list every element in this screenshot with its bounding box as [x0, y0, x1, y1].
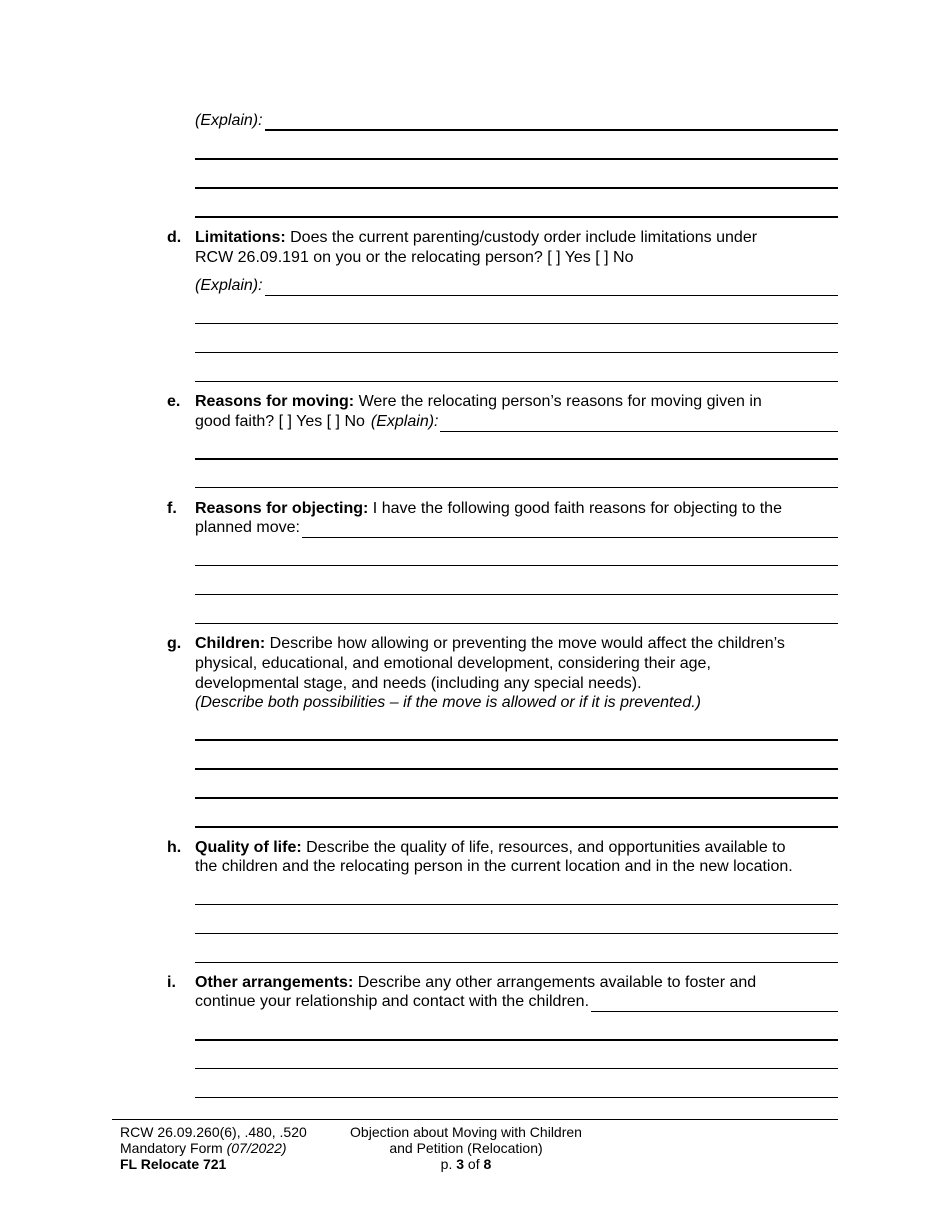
- limitations-line2: RCW 26.09.191 on you or the relocating person? [ ] Yes [ ] No: [195, 249, 634, 266]
- footer-rule: [112, 1119, 838, 1120]
- moving-heading: Reasons for moving:: [195, 393, 355, 410]
- footer-page: [336, 1156, 596, 1172]
- arrangements-text-1: Describe any other arrangements available to foster and: [353, 974, 757, 991]
- moving-text-2: good faith? [ ] Yes [ ] No: [195, 413, 365, 430]
- answer-line[interactable]: [195, 904, 838, 905]
- footer-left: [120, 1124, 307, 1172]
- answer-line[interactable]: [195, 739, 838, 741]
- item-letter-e: e.: [167, 393, 181, 410]
- explain-label: (Explain):: [370, 413, 439, 430]
- item-letter-d: d.: [167, 229, 182, 246]
- answer-line[interactable]: [195, 826, 838, 828]
- footer-mandatory-date: (07/2022): [226, 1140, 287, 1156]
- answer-line[interactable]: [195, 565, 838, 566]
- footer-page-num: 3: [456, 1156, 465, 1172]
- explain-label: (Explain):: [195, 112, 263, 129]
- answer-line[interactable]: [195, 623, 838, 624]
- children-text-1: Describe how allowing or preventing the move would affect the children’s: [265, 635, 785, 652]
- limitations-heading: Limitations:: [195, 229, 286, 246]
- item-letter-h: h.: [167, 839, 182, 856]
- answer-line[interactable]: [195, 768, 838, 770]
- answer-line[interactable]: [195, 323, 838, 324]
- footer-rcw: RCW 26.09.260(6), .480, .520: [120, 1124, 307, 1140]
- quality-line1: [195, 838, 786, 858]
- item-letter-f: f.: [167, 500, 177, 517]
- top-explain-field[interactable]: [265, 113, 838, 131]
- children-line3: developmental stage, and needs (including any special needs).: [195, 675, 642, 692]
- answer-line[interactable]: [195, 216, 838, 218]
- footer-title-line2: and Petition (Relocation): [389, 1140, 543, 1156]
- quality-line2: the children and the relocating person in the current location and in the new location.: [195, 858, 793, 875]
- top-explain-row: [195, 111, 838, 131]
- answer-line[interactable]: [195, 187, 838, 189]
- answer-line[interactable]: [195, 352, 838, 353]
- objecting-line2-row: [195, 518, 838, 538]
- answer-line[interactable]: [195, 381, 838, 382]
- answer-line[interactable]: [195, 962, 838, 963]
- moving-explain-field[interactable]: [440, 415, 838, 432]
- answer-line[interactable]: [195, 1039, 838, 1041]
- limitations-line1: [195, 228, 757, 248]
- arrangements-text-2: continue your relationship and contact with the children.: [195, 993, 590, 1010]
- limitations-explain-row: [195, 276, 838, 296]
- limitations-text-1: Does the current parenting/custody order include limitations under: [285, 229, 758, 246]
- children-line4: (Describe both possibilities – if the move is allowed or if it is prevented.): [195, 694, 701, 711]
- footer-page-prefix: p.: [440, 1156, 457, 1172]
- item-letter-i: i.: [167, 974, 176, 991]
- limitations-explain-field[interactable]: [265, 279, 838, 296]
- footer-page-of: of: [464, 1156, 484, 1172]
- answer-line[interactable]: [195, 594, 838, 595]
- moving-line1: [195, 392, 762, 412]
- explain-label: (Explain):: [195, 277, 263, 294]
- children-line1: [195, 634, 785, 654]
- arrangements-line2-row: [195, 992, 838, 1012]
- children-heading: Children:: [195, 635, 266, 652]
- objecting-field[interactable]: [302, 521, 838, 538]
- footer-form-id: FL Relocate 721: [120, 1156, 227, 1172]
- answer-line[interactable]: [195, 797, 838, 799]
- quality-text-1: Describe the quality of life, resources, and opportunities available to: [301, 839, 786, 856]
- objecting-heading: Reasons for objecting:: [195, 500, 369, 517]
- children-line2: physical, educational, and emotional development, considering their age,: [195, 655, 711, 672]
- objecting-text-1: I have the following good faith reasons for objecting to the: [368, 500, 782, 517]
- footer-mandatory-prefix: Mandatory Form: [120, 1140, 227, 1156]
- arrangements-line1: [195, 973, 756, 993]
- footer-title-line1: Objection about Moving with Children: [350, 1124, 582, 1140]
- footer-center: [336, 1124, 596, 1172]
- moving-line2-row: [195, 412, 838, 432]
- answer-line[interactable]: [195, 487, 838, 488]
- quality-heading: Quality of life:: [195, 839, 302, 856]
- answer-line[interactable]: [195, 933, 838, 934]
- arrangements-heading: Other arrangements:: [195, 974, 354, 991]
- objecting-line1: [195, 499, 782, 519]
- item-letter-g: g.: [167, 635, 182, 652]
- answer-line[interactable]: [195, 158, 838, 160]
- footer-page-total: 8: [483, 1156, 492, 1172]
- footer-mandatory: [120, 1140, 307, 1156]
- arrangements-field[interactable]: [591, 995, 838, 1012]
- answer-line[interactable]: [195, 1097, 838, 1098]
- objecting-text-2: planned move:: [195, 519, 300, 536]
- answer-line[interactable]: [195, 1068, 838, 1069]
- moving-text-1: Were the relocating person’s reasons for moving given in: [354, 393, 762, 410]
- answer-line[interactable]: [195, 458, 838, 460]
